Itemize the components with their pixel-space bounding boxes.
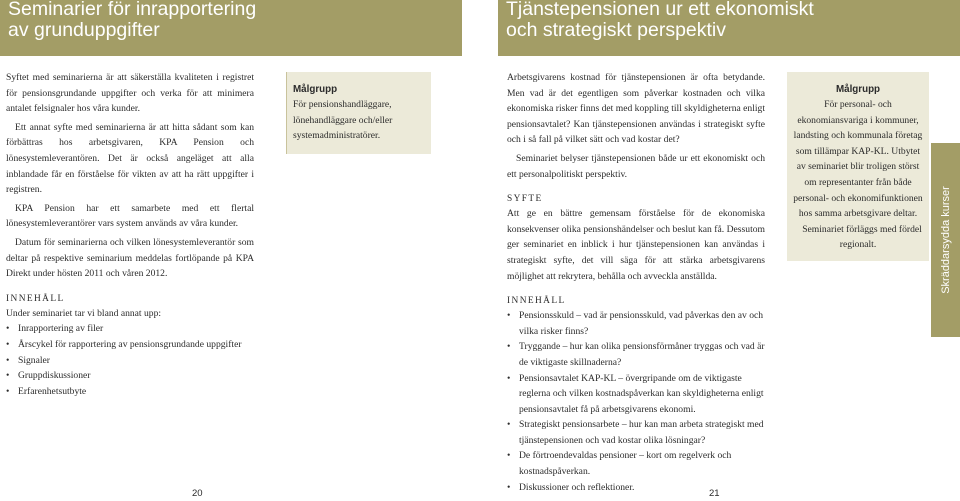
list-item: • Tryggande – hur kan olika pensionsförmåner tryggas och vad är de viktigaste skillnaderna? [519, 339, 765, 370]
left-title-line2: av grunduppgifter [8, 19, 160, 41]
right-content-heading: INNEHÅLL [507, 296, 566, 307]
left-page-number: 20 [192, 488, 203, 499]
left-target-group-box [286, 72, 431, 154]
left-content-intro: Under seminariet tar vi bland annat upp: [6, 307, 162, 319]
list-item: • Årscykel för rapportering av pensionsgrundande uppgifter [18, 337, 254, 353]
side-tab-label: Skräddarsydda kurser [939, 186, 952, 294]
left-content-heading: INNEHÅLL [6, 293, 65, 304]
left-title-line1: Seminarier för inrapportering [8, 0, 257, 20]
right-paragraph: Arbetsgivarens kostnad för tjänstepensionen är ofta betydande. Men vad är det egentligen som påverkar kostnaden och vilka ekonomiska risker finns det med koppling till skyldigheterna enligt pensionsavtalet? Kan tjänstepensionen användas i strategiskt syfte och i så fall på vilket sätt och vad kostar det? [507, 72, 765, 146]
left-page-title [8, 0, 256, 41]
right-paragraph: Seminariet belyser tjänstepensionen både ur ett ekonomiskt och ett personalpolitiskt perspektiv. [507, 152, 765, 180]
target-group-label: Målgrupp [835, 84, 881, 95]
right-page-number: 21 [709, 488, 720, 499]
list-item: • Strategiskt pensionsarbete – hur kan man arbeta strategiskt med tjänstepensionen och vad kostar olika lösningar? [519, 417, 765, 448]
left-header-banner [0, 0, 462, 56]
list-item: • Gruppdiskussioner [18, 368, 254, 384]
left-paragraph: Syftet med seminarierna är att säkerställa kvaliteten i registret för pensionsgrundande uppgifter och verka för att minimera antalet felsignaler hos våra kunder. [6, 72, 254, 115]
side-tab [931, 143, 960, 337]
target-group-label: Målgrupp [293, 84, 338, 95]
purpose-text: Att ge en bättre gemensam förståelse för de ekonomiska konsekvenser olika pensionshändelser och beslut kan få. Dessutom ger seminariet en inblick i hur tjänstepensionen kan användas i strategiskt syfte, det vill säga för att stärka arbetsgivarens möjlighet att rekrytera, behålla och avveckla anställda. [507, 208, 765, 282]
left-paragraph: Ett annat syfte med seminarierna är att hitta sådant som kan förbättras hos arbetsgivaren, KPA Pension och lönesystemleverantören. Det är också angeläget att alla inblandade får en förståelse för vikten av att ha rätt uppgifter i registren. [6, 121, 254, 196]
left-paragraph: KPA Pension har ett samarbete med ett flertal lönesystemleverantörer vars system används av våra kunder. [6, 202, 254, 230]
list-item: • Inrapportering av filer [18, 321, 254, 337]
left-paragraph: Datum för seminarierna och vilken lönesystemleverantör som deltar på respektive seminarium meddelas fortlöpande på KPA Direkt under hösten 2011 och våren 2012. [6, 236, 254, 280]
purpose-heading: SYFTE [507, 194, 543, 205]
target-group-text: För pensionshandläggare, lönehandläggare och/eller systemadministratörer. [293, 99, 393, 142]
right-title-line1: Tjänstepensionen ur ett ekonomiskt [506, 0, 814, 20]
list-item: • De förtroendevaldas pensioner – kort om regelverk och kostnadspåverkan. [519, 448, 765, 479]
list-item: • Erfarenhetsutbyte [18, 384, 254, 400]
target-group-note: Seminariet förläggs med fördel regionalt. [802, 223, 922, 251]
left-body-column [6, 70, 254, 399]
right-content-list [507, 308, 765, 495]
target-group-text: För personal- och ekonomiansvariga i kommuner, landsting och kommunala företag som tillämpar KAP-KL. Utbytet av seminariet blir troligen störst om representanter från både personal- och ekonomifunktionen hos samma arbetsgivare deltar. [793, 99, 923, 220]
right-body-column [507, 70, 765, 495]
list-item: • Diskussioner och reflektioner. [519, 480, 765, 496]
list-item: • Pensionsskuld – vad är pensionsskuld, vad påverkas den av och vilka risker finns? [519, 308, 765, 339]
right-title-line2: och strategiskt perspektiv [506, 19, 727, 41]
left-content-list [6, 321, 254, 399]
list-item: • Pensionsavtalet KAP-KL – övergripande om de viktigaste reglerna och vilken kostnadspåverkan kan skyldigheterna enligt pensionsavtalet få på arbetsgivarens ekonomi. [519, 371, 765, 418]
right-target-group-box [787, 72, 929, 261]
right-page-title [506, 0, 814, 41]
right-header-banner [498, 0, 960, 56]
list-item: • Signaler [18, 353, 254, 369]
